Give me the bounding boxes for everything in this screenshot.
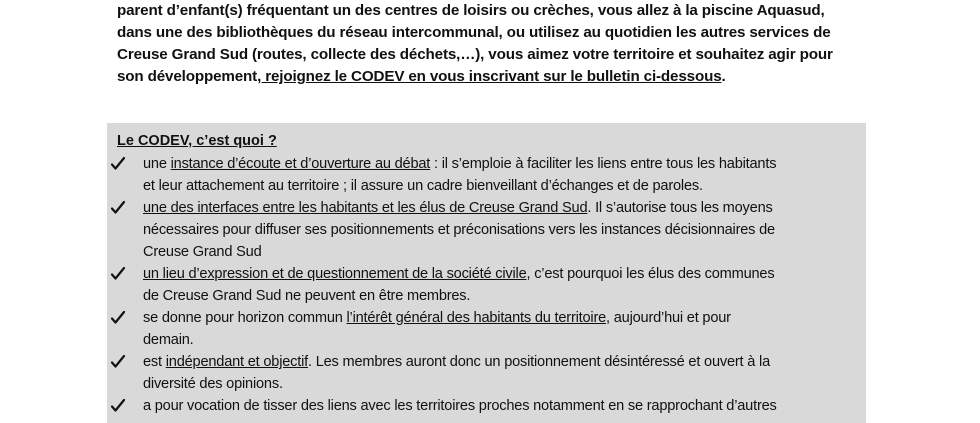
item-line [143,263,861,285]
item-highlight: instance d’écoute et d’ouverture au débat [170,156,431,172]
item-line: de Creuse Grand Sud ne peuvent en être membres. [143,288,471,304]
intro-line: dans une des bibliothèques du réseau intercommunal, ou utilisez au quotidien les autres services de [117,24,831,41]
item-line: nécessaires pour diffuser ses positionnements et préconisations vers les instances décisionnaires de [143,222,775,238]
list-item [111,263,861,307]
item-text: , c’est pourquoi les élus des communes [526,266,775,282]
item-line [143,153,861,175]
checkmark-icon [111,153,127,175]
intro-line [117,66,877,88]
item-line [143,307,861,329]
item-highlight: l’intérêt général des habitants du territoire [346,310,607,326]
item-line [143,351,861,373]
list-item [111,395,861,417]
list-item [111,153,861,197]
list-item [111,307,861,351]
checkmark-icon [111,307,127,329]
item-line: et leur attachement au territoire ; il assure un cadre bienveillant d’échanges et de paroles. [143,178,703,194]
checkmark-icon [111,395,127,417]
item-text: : il s’emploie à faciliter les liens entre tous les habitants [430,156,777,172]
item-text: . Les membres auront donc un positionnement désintéressé et ouvert à la [308,354,770,370]
item-highlight: un lieu d’expression et de questionnement de la société civile [143,266,527,282]
checkmark-icon [111,197,127,219]
item-line: Creuse Grand Sud [143,244,262,260]
list-item [111,351,861,395]
item-highlight: indépendant et objectif [165,354,308,370]
codev-box-title: Le CODEV, c’est quoi ? [117,133,277,149]
join-codev-call-to-action: , rejoignez le CODEV en vous inscrivant sur le bulletin ci-dessous [257,68,722,85]
item-text: se donne pour horizon commun [143,310,347,326]
codev-definition-list [111,153,861,417]
checkmark-icon [111,351,127,373]
checkmark-icon [111,263,127,285]
item-line: demain. [143,332,194,348]
intro-line: parent d’enfant(s) fréquentant un des centres de loisirs ou crèches, vous allez à la piscine Aquasud, [117,2,825,19]
item-text: est [143,354,166,370]
item-line [143,197,861,219]
intro-paragraph [117,0,877,88]
item-line: diversité des opinions. [143,376,283,392]
intro-text: son développement [117,68,258,85]
item-text: , aujourd’hui et pour [606,310,731,326]
item-text: une [143,156,171,172]
intro-text: . [721,68,726,85]
intro-line: Creuse Grand Sud (routes, collecte des déchets,…), vous aimez votre territoire et souhaitez agir pour [117,46,833,63]
item-line: a pour vocation de tisser des liens avec les territoires proches notamment en se rapprochant d’autres [143,398,777,414]
list-item [111,197,861,263]
item-highlight: une des interfaces entre les habitants et les élus de Creuse Grand Sud [143,200,588,216]
item-text: . Il s’autorise tous les moyens [587,200,773,216]
